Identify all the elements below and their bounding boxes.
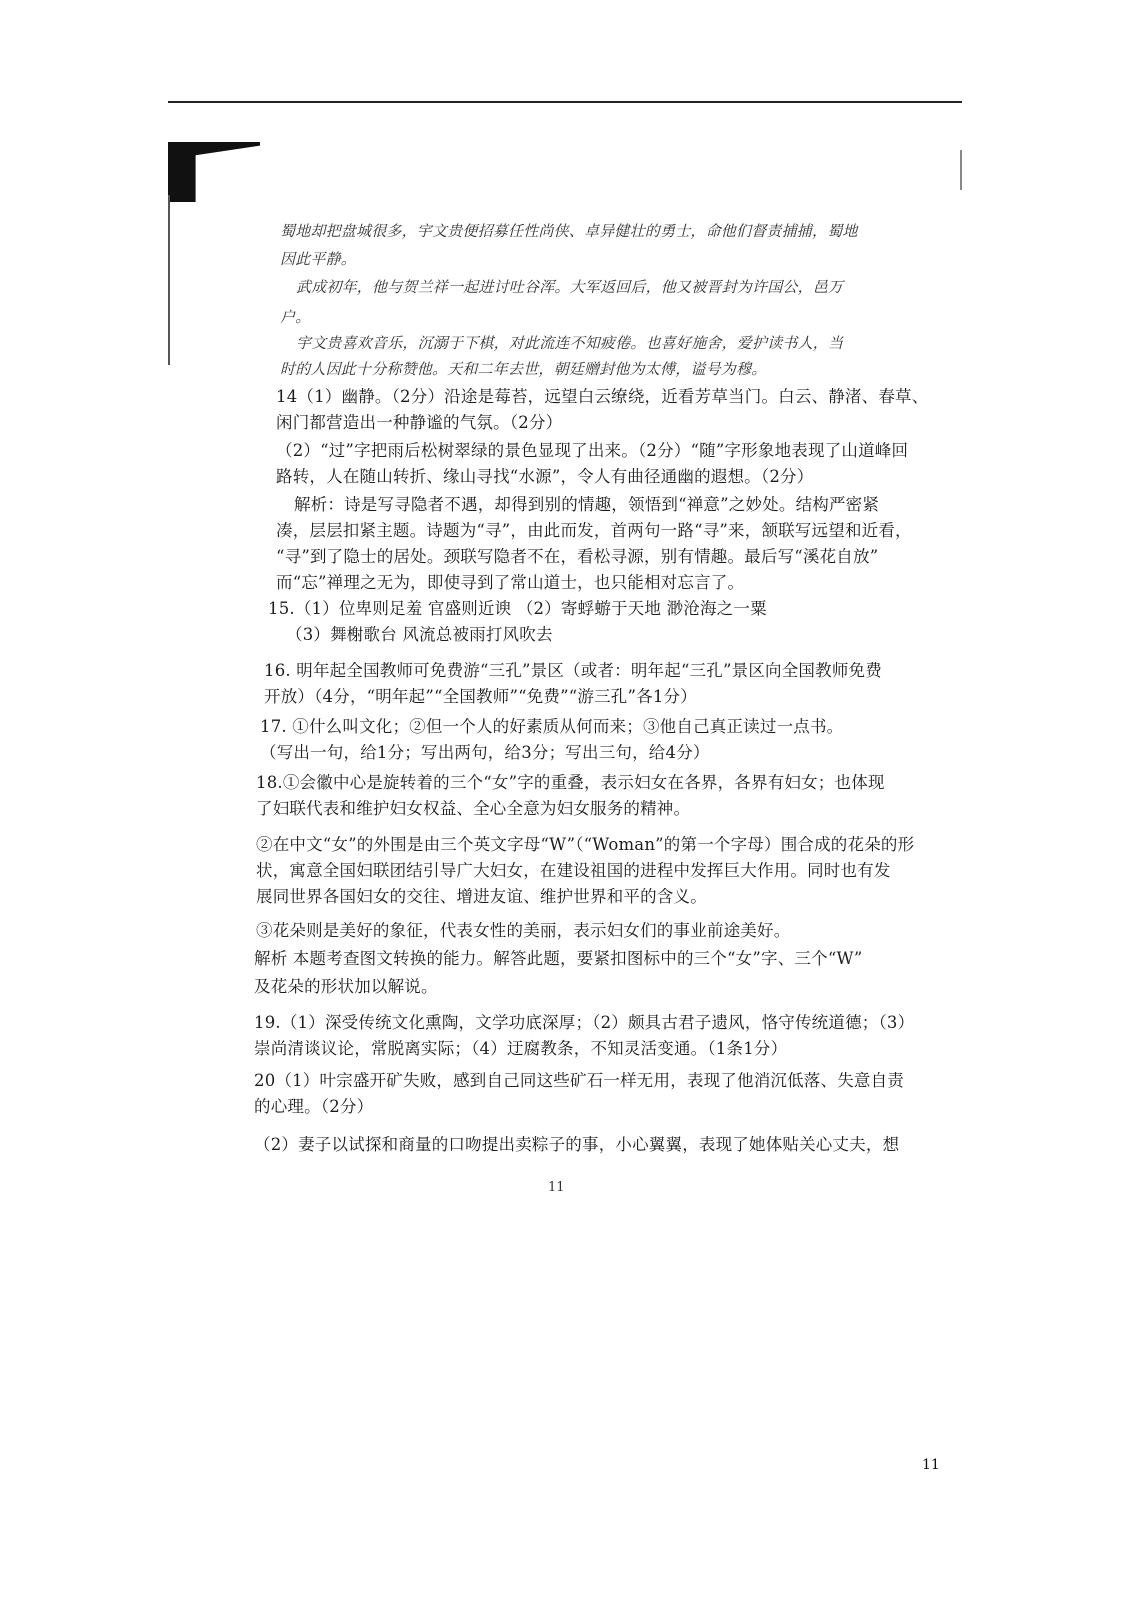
text-line: 解析：诗是写寻隐者不遇，却得到别的情趣，领悟到“禅意”之妙处。结构严密紧 bbox=[294, 495, 880, 514]
text-line: 蜀地却把盘城很多，宇文贵便招募任性尚侠、卓异健壮的勇士，命他们督责捕捕，蜀地 bbox=[280, 222, 858, 240]
text-line: 的心理。（2分） bbox=[254, 1097, 374, 1116]
text-line: 18.①会徽中心是旋转着的三个“女”字的重叠，表示妇女在各界，各界有妇女；也体现 bbox=[256, 773, 885, 792]
page-number-bottom: 11 bbox=[548, 1180, 565, 1195]
scan-corner-mark bbox=[168, 142, 260, 202]
scan-right-edge bbox=[960, 150, 962, 190]
text-line: 因此平静。 bbox=[280, 250, 357, 268]
header-rule bbox=[168, 101, 962, 103]
text-line: 15.（1）位卑则足羞 官盛则近谀 （2）寄蜉蝣于天地 渺沧海之一粟 bbox=[268, 599, 767, 618]
text-line: ②在中文“女”的外围是由三个英文字母“W”（“Woman”的第一个字母）围合成的花朵的形 bbox=[256, 835, 915, 854]
scan-left-edge bbox=[168, 195, 170, 365]
text-line: （2）“过”字把雨后松树翠绿的景色显现了出来。（2分）“随”字形象地表现了山道峰回 bbox=[276, 441, 909, 460]
text-line: 状，寓意全国妇联团结引导广大妇女，在建设祖国的进程中发挥巨大作用。同时也有发 bbox=[256, 861, 891, 880]
text-line: 了妇联代表和维护妇女权益、全心全意为妇女服务的精神。 bbox=[256, 799, 691, 818]
text-line: （2）妻子以试探和商量的口吻提出卖粽子的事，小心翼翼，表现了她体贴关心丈夫，想 bbox=[254, 1135, 900, 1154]
text-line: 及花朵的形状加以解说。 bbox=[254, 977, 438, 996]
text-line: 20（1）叶宗盛开矿失败，感到自己同这些矿石一样无用，表现了他消沉低落、失意自责 bbox=[254, 1071, 904, 1090]
text-line: 17. ①什么叫文化；②但一个人的好素质从何而来；③他自己真正读过一点书。 bbox=[260, 717, 844, 736]
text-line: 16. 明年起全国教师可免费游“三孔”景区（或者：明年起“三孔”景区向全国教师免费 bbox=[264, 661, 882, 680]
text-line: 宇文贵喜欢音乐，沉溺于下棋，对此流连不知疲倦。也喜好施舍，爱护读书人，当 bbox=[296, 334, 844, 352]
text-line: 开放）（4分，“明年起”“全国教师”“免费”“游三孔”各1分） bbox=[264, 687, 697, 706]
text-line: 武成初年，他与贺兰祥一起进讨吐谷浑。大军返回后，他又被晋封为许国公，邑万 bbox=[296, 278, 844, 296]
text-line: “寻”到了隐士的居处。颈联写隐者不在，看松寻源，别有情趣。最后写“溪花自放” bbox=[276, 547, 879, 566]
text-line: ③花朵则是美好的象征，代表女性的美丽，表示妇女们的事业前途美好。 bbox=[256, 921, 791, 940]
text-line: 户。 bbox=[280, 308, 311, 326]
text-line: 闲门都营造出一种静谧的气氛。（2分） bbox=[276, 413, 563, 432]
text-line: 凑，层层扣紧主题。诗题为“寻”，由此而发，首两句一路“寻”来，颔联写远望和近看， bbox=[276, 521, 912, 540]
page-number-corner: 11 bbox=[922, 1457, 940, 1473]
text-line: 展同世界各国妇女的交往、增进友谊、维护世界和平的含义。 bbox=[256, 887, 707, 906]
text-line: （3）舞榭歌台 风流总被雨打风吹去 bbox=[286, 625, 553, 644]
text-line: 14（1）幽静。（2分）沿途是莓苔，远望白云缭绕，近看芳草当门。白云、静渚、春草、 bbox=[276, 387, 929, 406]
text-line: 时的人因此十分称赞他。天和二年去世，朝廷赠封他为太傅，谥号为穆。 bbox=[280, 360, 767, 378]
text-line: 解析 本题考查图文转换的能力。解答此题，要紧扣图标中的三个“女”字、三个“W” bbox=[254, 949, 863, 968]
text-line: 19.（1）深受传统文化熏陶，文学功底深厚；（2）颇具古君子遗风，恪守传统道德；（3） bbox=[254, 1013, 915, 1032]
text-line: 而“忘”禅理之无为，即使寻到了常山道士，也只能相对忘言了。 bbox=[276, 573, 745, 592]
text-line: 路转，人在随山转折、缘山寻找“水源”，令人有曲径通幽的遐想。（2分） bbox=[276, 467, 814, 486]
text-line: （写出一句，给1分；写出两句，给3分；写出三句，给4分） bbox=[260, 743, 710, 762]
answer-text-block bbox=[250, 220, 929, 1220]
text-line: 崇尚清谈议论，常脱离实际；（4）迂腐教条，不知灵活变通。（1条1分） bbox=[254, 1039, 788, 1058]
